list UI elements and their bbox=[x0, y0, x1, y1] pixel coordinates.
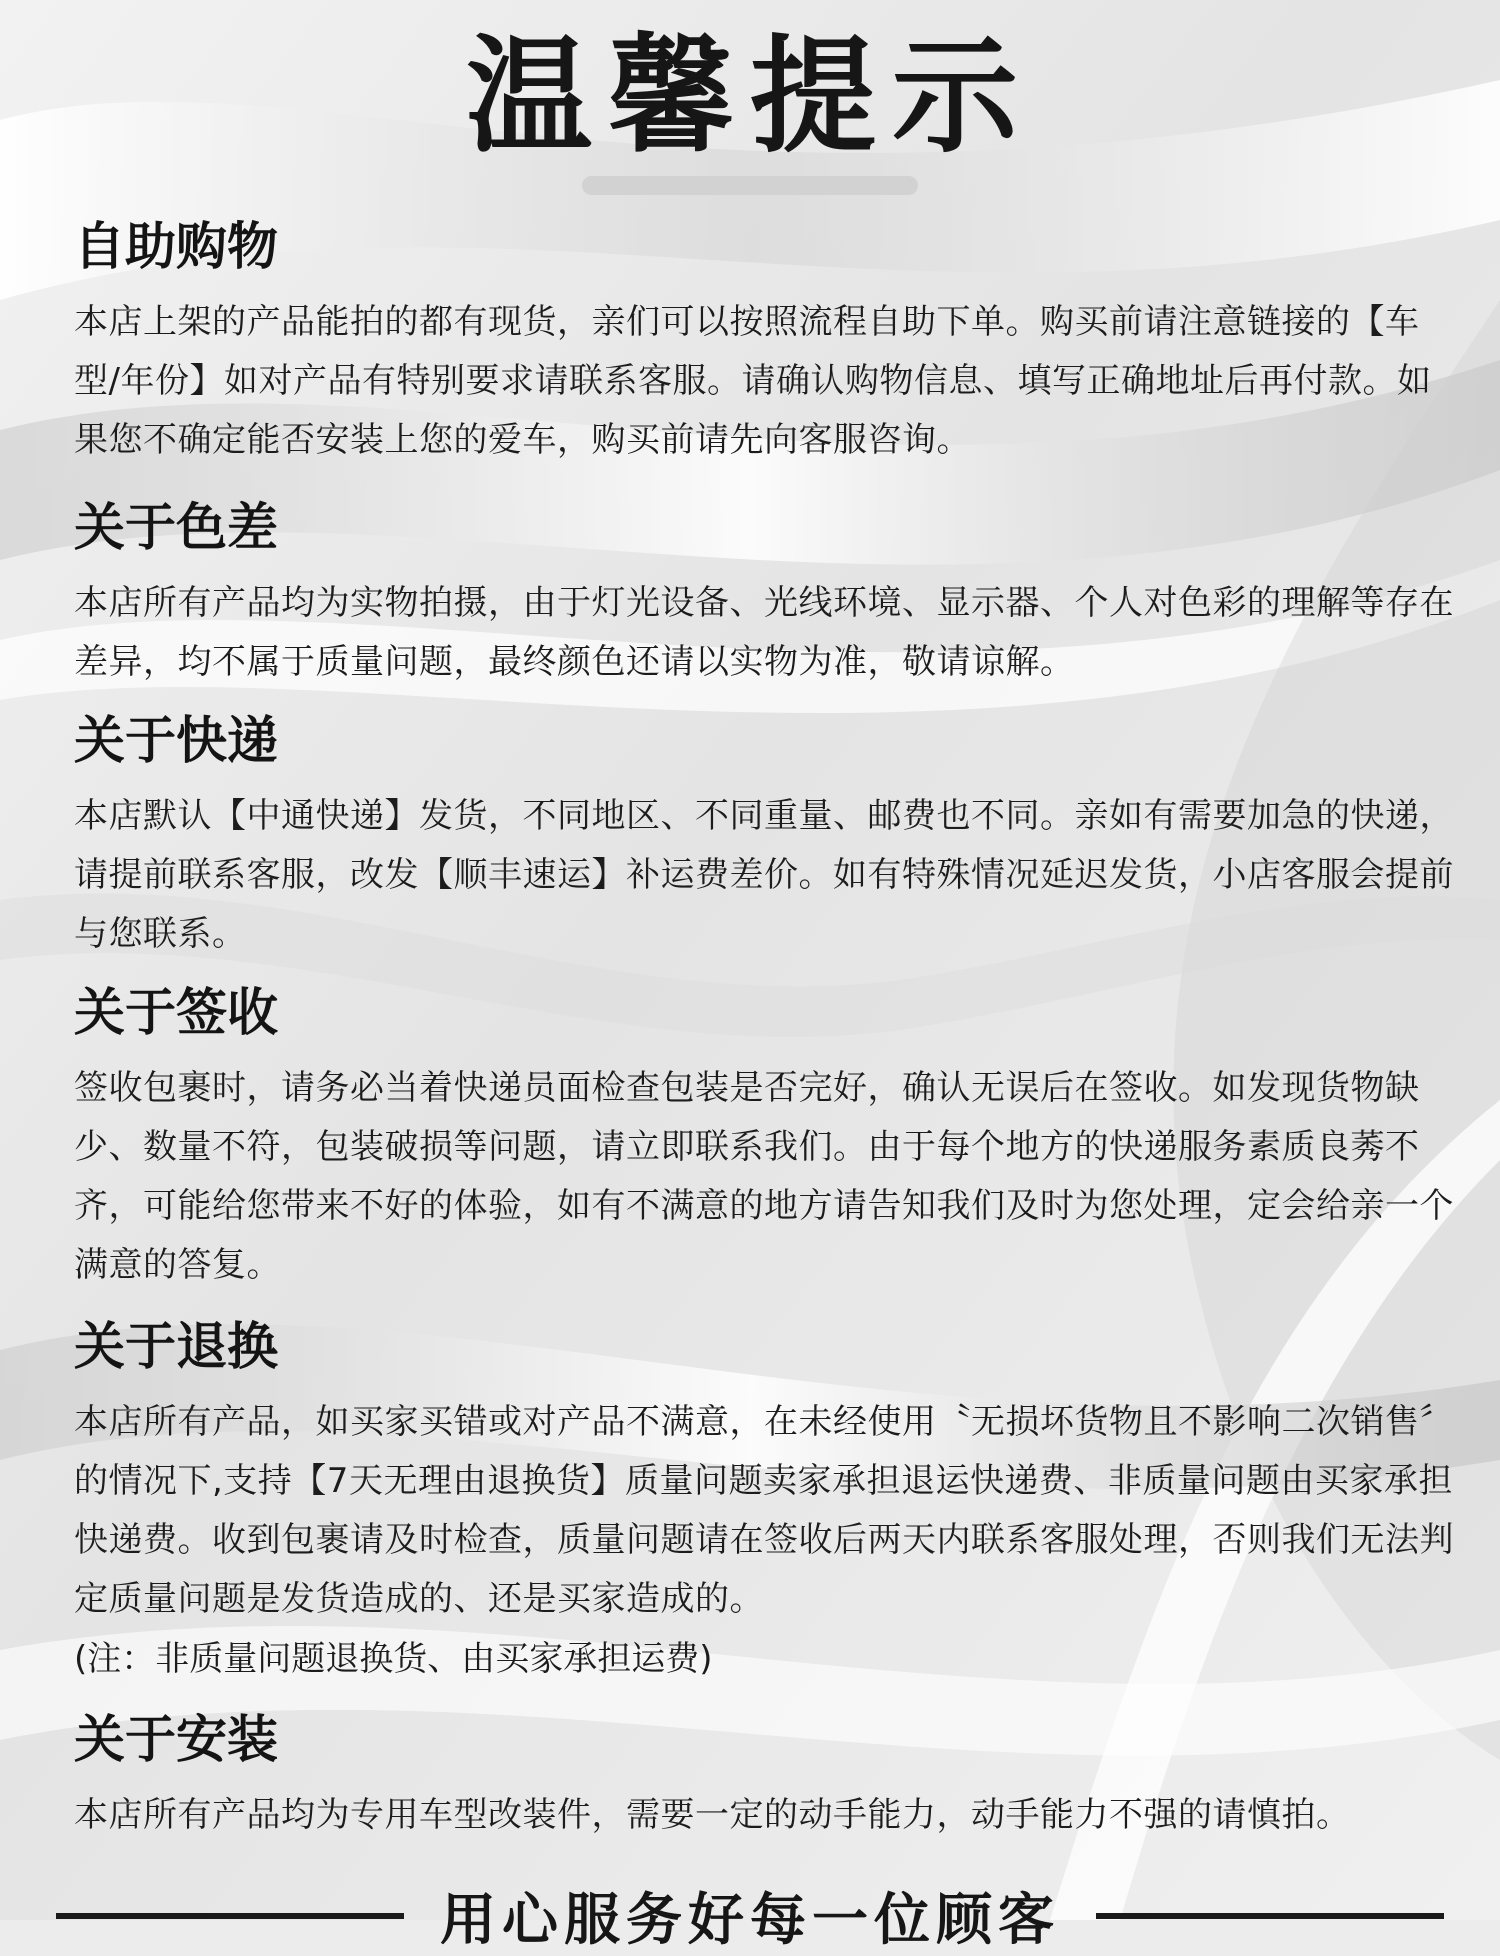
section-returns-exchanges bbox=[74, 1316, 1454, 1689]
section-paragraph: 本店所有产品均为实物拍摄，由于灯光设备、光线环境、显示器、个人对色彩的理解等存在差异，均不属于质量问题，最终颜色还请以实物为准，敬请谅解。 bbox=[74, 583, 1454, 682]
section-color-difference bbox=[74, 497, 1454, 692]
footer-divider-right bbox=[1096, 1913, 1444, 1919]
section-paragraph: 本店默认【中通快递】发货，不同地区、不同重量、邮费也不同。亲如有需要加急的快递，请提前联系客服，改发【顺丰速运】补运费差价。如有特殊情况延迟发货，小店客服会提前与您联系。 bbox=[74, 796, 1454, 954]
section-signing-receipt bbox=[74, 982, 1454, 1295]
page-title: 温馨提示 bbox=[466, 23, 1034, 170]
section-heading: 关于快递 bbox=[74, 712, 279, 771]
footer-slogan: 用心服务好每一位顾客 bbox=[440, 1888, 1060, 1953]
section-heading: 关于退换 bbox=[74, 1318, 279, 1377]
section-express-delivery bbox=[74, 710, 1454, 964]
section-heading: 关于色差 bbox=[74, 499, 279, 558]
section-heading: 关于安装 bbox=[74, 1711, 279, 1770]
footer-divider-left bbox=[56, 1913, 404, 1919]
section-installation bbox=[74, 1709, 1454, 1845]
section-paragraph: 本店所有产品均为专用车型改装件，需要一定的动手能力，动手能力不强的请慎拍。 bbox=[74, 1795, 1351, 1835]
footer-banner bbox=[0, 1880, 1500, 1953]
section-paragraph: 本店上架的产品能拍的都有现货，亲们可以按照流程自助下单。购买前请注意链接的【车型/年份】如对产品有特别要求请联系客服。请确认购物信息、填写正确地址后再付款。如果您不确定能否安装上您的爱车，购买前请先向客服咨询。 bbox=[74, 302, 1432, 460]
section-paragraph: 签收包裹时，请务必当着快递员面检查包装是否完好，确认无误后在签收。如发现货物缺少、数量不符，包装破损等问题，请立即联系我们。由于每个地方的快递服务素质良莠不齐，可能给您带来不好的体验，如有不满意的地方请告知我们及时为您处理，定会给亲一个满意的答复。 bbox=[74, 1068, 1454, 1285]
title-underline bbox=[582, 176, 918, 195]
section-note: (注：非质量问题退换货、由买家承担运费) bbox=[74, 1639, 713, 1679]
section-paragraph: 本店所有产品，如买家买错或对产品不满意，在未经使用〝无损坏货物且不影响二次销售〞的情况下,支持【7天无理由退换货】质量问题卖家承担退运快递费、非质量问题由买家承担快递费。收到包裹请及时检查，质量问题请在签收后两天内联系客服处理，否则我们无法判定质量问题是发货造成的、还是买家造成的。 bbox=[74, 1402, 1454, 1619]
section-heading: 自助购物 bbox=[74, 218, 279, 277]
section-self-service-shopping bbox=[74, 216, 1454, 470]
section-heading: 关于签收 bbox=[74, 984, 279, 1043]
